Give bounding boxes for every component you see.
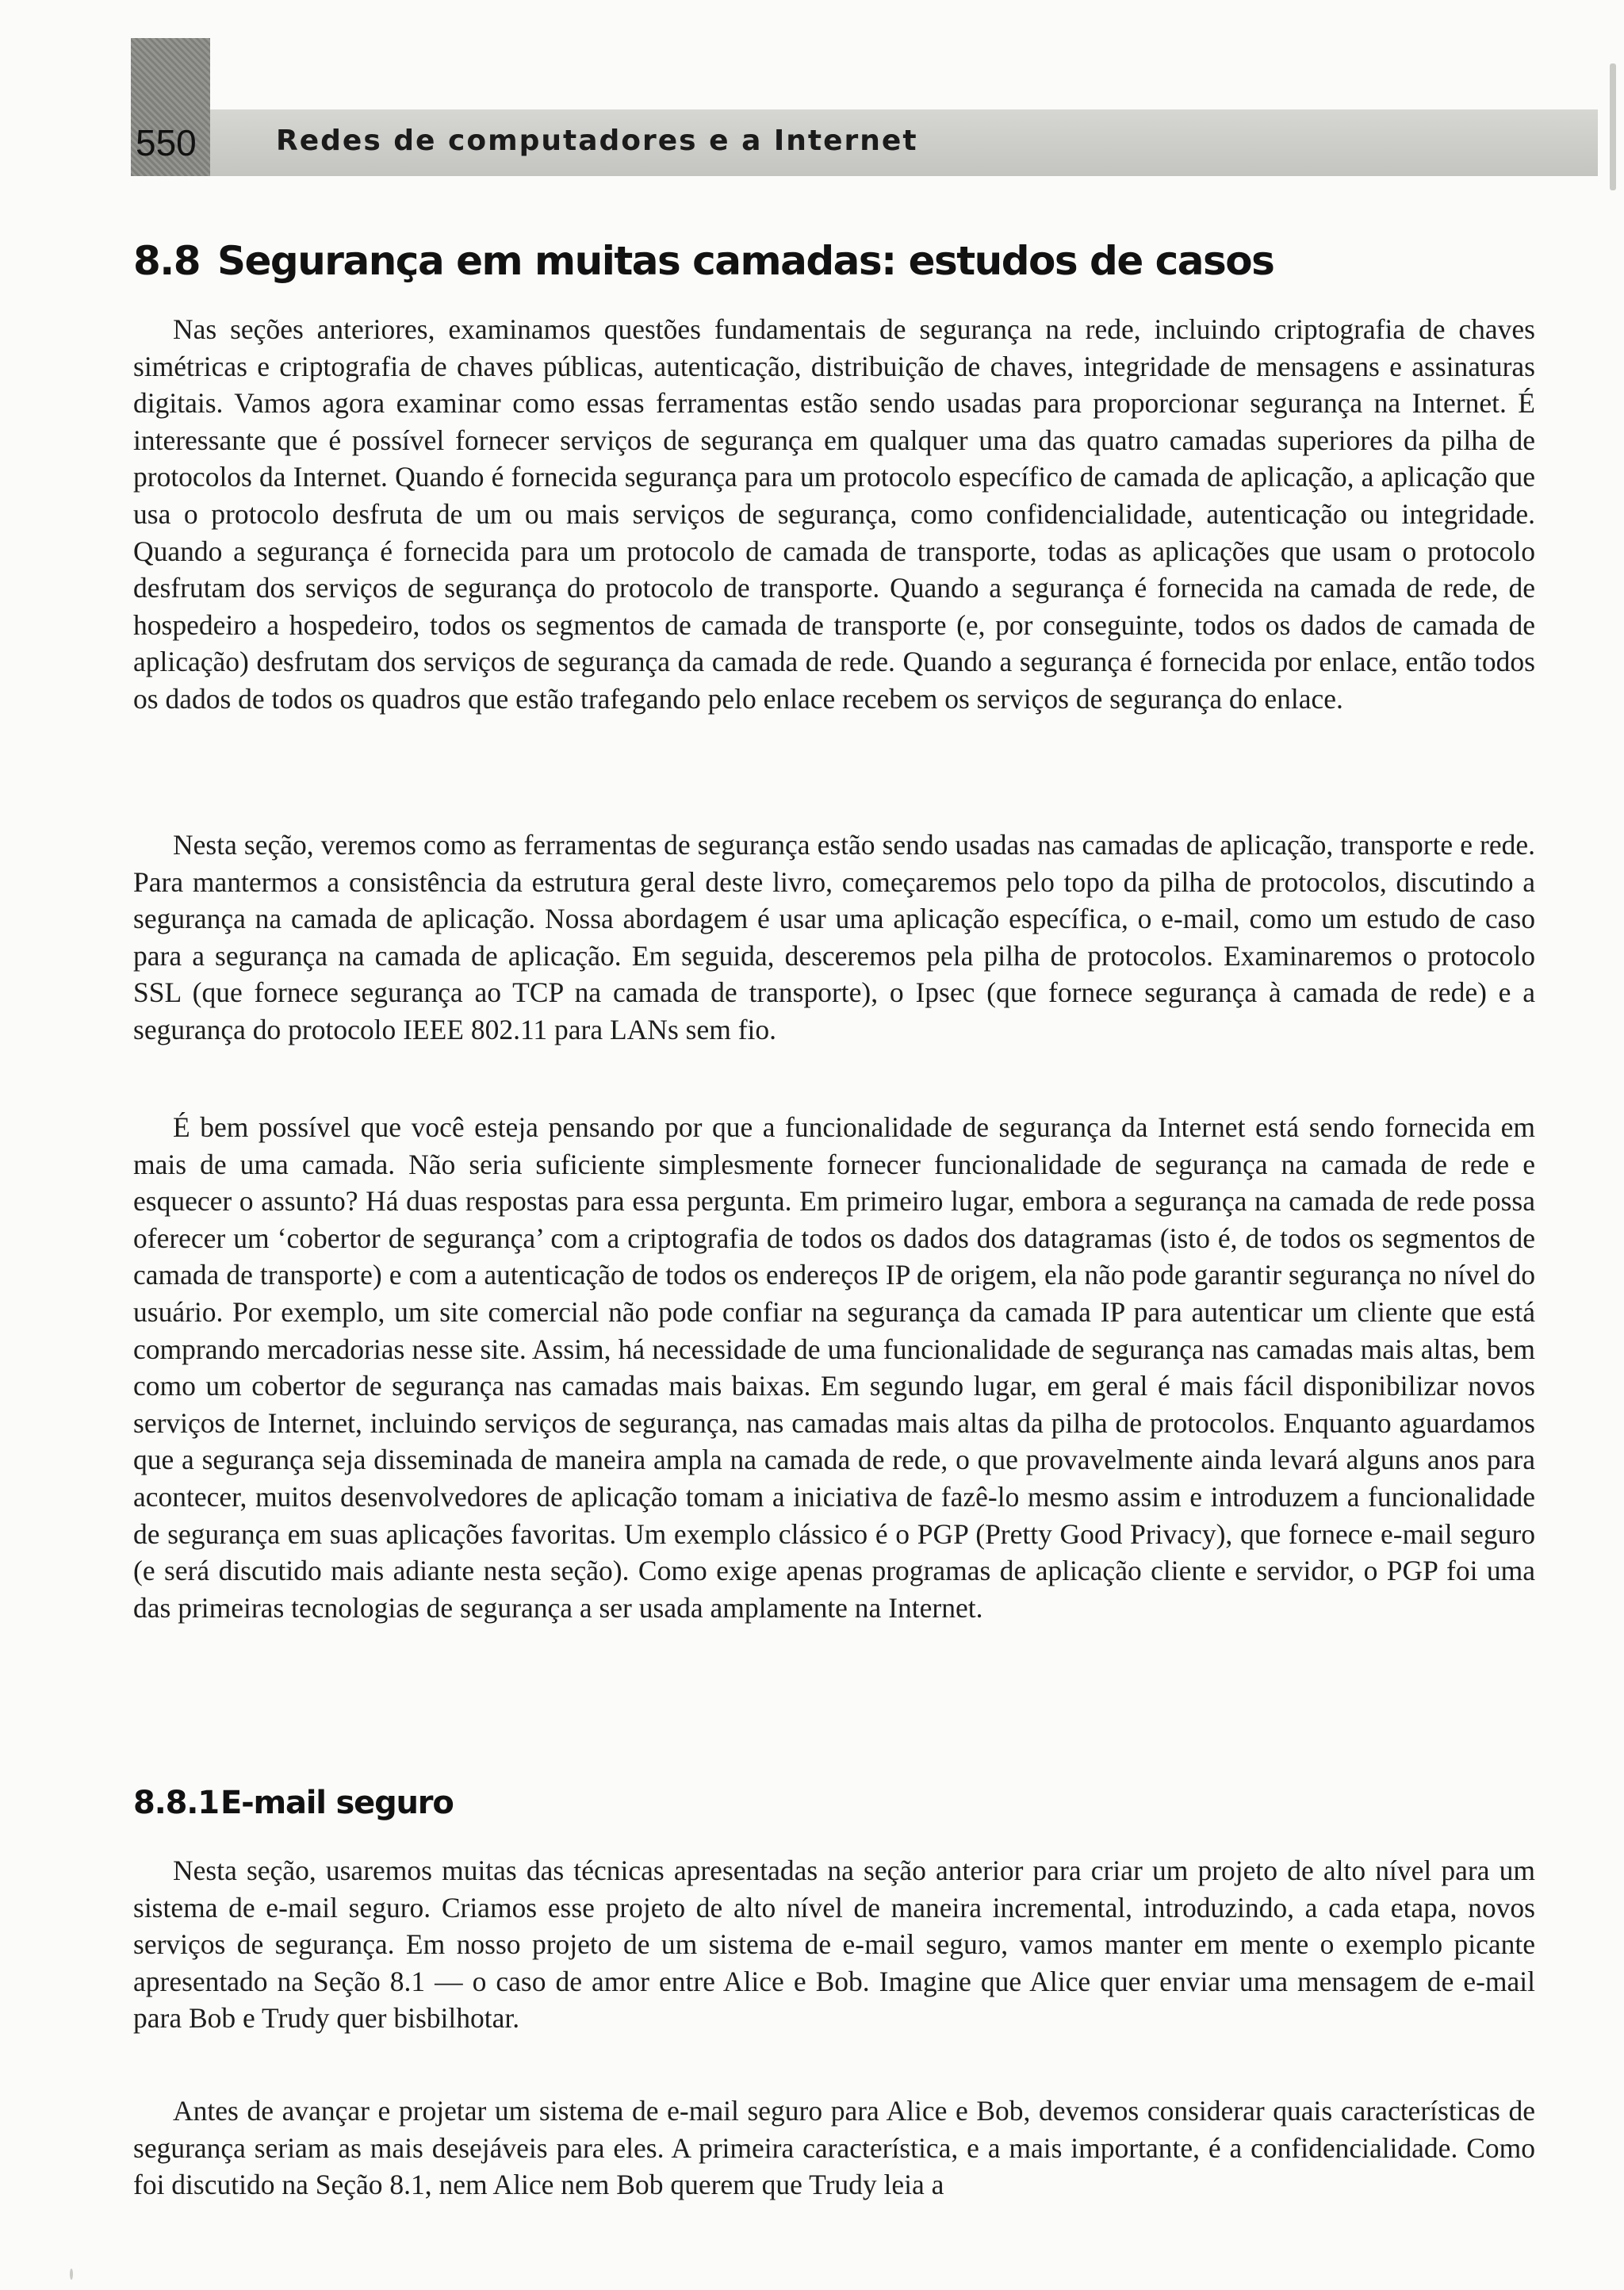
- scan-speck: [1610, 63, 1616, 190]
- section-heading: [133, 238, 1274, 284]
- section-title: Segurança em muitas camadas: estudos de casos: [217, 238, 1274, 284]
- paragraph: Antes de avançar e projetar um sistema de e-mail seguro para Alice e Bob, devemos considerar quais características de segurança seriam as mais desejáveis para eles. A primeira característica, e a mais importante, é a confidencialidade. Como foi discutido na Seção 8.1, nem Alice nem Bob querem que Trudy leia a: [133, 2095, 1535, 2201]
- section-number: 8.8: [133, 238, 201, 284]
- paragraph: É bem possível que você esteja pensando por que a funcionalidade de segurança da Internet está sendo fornecida em mais de uma camada. Não seria suficiente simplesmente fornecer funcionalidade de segurança na camada de rede e esquecer o assunto? Há duas respostas para essa pergunta. Em primeiro lugar, embora a segurança na camada de rede possa oferecer um ‘cobertor de segurança’ com a criptografia de todos os dados dos datagramas (isto é, de todos os segmentos de camada de transporte) e com a autenticação de todos os endereços IP de origem, ela não pode garantir segurança no nível do usuário. Por exemplo, um site comercial não pode confiar na segurança da camada IP para autenticar um cliente que está comprando mercadorias nesse site. Assim, há necessidade de uma funcionalidade de segurança nas camadas mais altas, bem como um cobertor de segurança nas camadas mais baixas. Em segundo lugar, em geral é mais fácil disponibilizar novos serviços de Internet, incluindo serviços de segurança, nas camadas mais altas da pilha de protocolos. Enquanto aguardamos que a segurança seja disseminada de maneira ampla na camada de rede, o que provavelmente ainda levará alguns anos para acontecer, muitos desenvolvedores de aplicação tomam a iniciativa de fazê-lo mesmo assim e introduzem a funcionalidade de segurança em suas aplicações favoritas. Um exemplo clássico é o PGP (Pretty Good Privacy), que fornece e-mail seguro (e será discutido mais adiante nesta seção). Como exige apenas programas de aplicação cliente e servidor, o PGP foi uma das primeiras tecnologias de segurança a ser usada amplamente na Internet.: [133, 1111, 1535, 1624]
- paragraph: Nas seções anteriores, examinamos questões fundamentais de segurança na rede, incluindo criptografia de chaves simétricas e criptografia de chaves públicas, autenticação, distribuição de chaves, integridade de mensagens e assinaturas digitais. Vamos agora examinar como essas ferramentas estão sendo usadas para proporcionar segurança na Internet. É interessante que é possível fornecer serviços de segurança em qualquer uma das quatro camadas superiores da pilha de protocolos da Internet. Quando é fornecida segurança para um protocolo específico de camada de aplicação, a aplicação que usa o protocolo desfruta de um ou mais serviços de segurança, como confidencialidade, autenticação ou integridade. Quando a segurança é fornecida para um protocolo de camada de transporte, todas as aplicações que usam o protocolo desfrutam dos serviços de segurança do protocolo de transporte. Quando a segurança é fornecida na camada de rede, de hospedeiro a hospedeiro, todos os segmentos de camada de transporte (e, por conseguinte, todos os dados de camada de aplicação) desfrutam dos serviços de segurança da camada de rede. Quando a segurança é fornecida por enlace, então todos os dados de todos os quadros que estão trafegando pelo enlace recebem os serviços de segurança do enlace.: [133, 313, 1535, 715]
- paragraph: Nesta seção, veremos como as ferramentas de segurança estão sendo usadas nas camadas de aplicação, transporte e rede. Para mantermos a consistência da estrutura geral deste livro, começaremos pelo topo da pilha de protocolos, discutindo a segurança na camada de aplicação. Nossa abordagem é usar uma aplicação específica, o e-mail, como um estudo de caso para a segurança na camada de aplicação. Em seguida, desceremos pela pilha de protocolos. Examinaremos o protocolo SSL (que fornece segurança ao TCP na camada de transporte), o Ipsec (que fornece segurança à camada de rede) e a segurança do protocolo IEEE 802.11 para LANs sem fio.: [133, 829, 1535, 1045]
- subsection-number: 8.8.1: [133, 1785, 219, 1821]
- scan-speck: [70, 2269, 73, 2280]
- running-title: Redes de computadores e a Internet: [276, 125, 918, 157]
- page-number: 550: [136, 122, 197, 163]
- subsection-heading: [133, 1785, 454, 1821]
- subsection-title: E-mail seguro: [220, 1785, 454, 1821]
- paragraph: Nesta seção, usaremos muitas das técnicas apresentadas na seção anterior para criar um projeto de alto nível para um sistema de e-mail seguro. Criamos esse projeto de alto nível de maneira incremental, introduzindo, a cada etapa, novos serviços de segurança. Em nosso projeto de um sistema de e-mail seguro, vamos manter em mente o exemplo picante apresentado na Seção 8.1 — o caso de amor entre Alice e Bob. Imagine que Alice quer enviar uma mensagem de e-mail para Bob e Trudy quer bisbilhotar.: [133, 1855, 1535, 2035]
